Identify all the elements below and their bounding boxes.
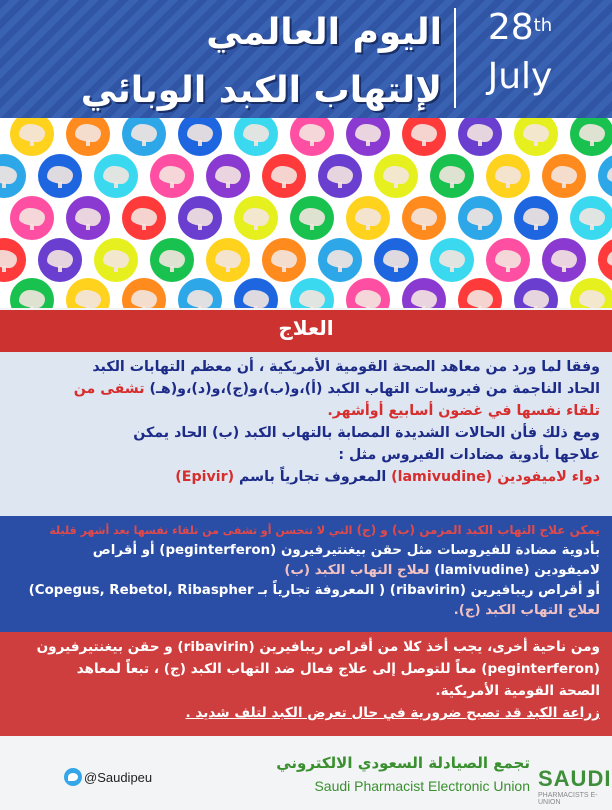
liver-icon-circle [150, 238, 194, 282]
liver-duct-shape [114, 182, 118, 188]
liver-duct-shape [534, 306, 538, 308]
liver-icon-circle [542, 238, 586, 282]
liver-duct-shape [254, 140, 258, 146]
liver-icon-circle [262, 154, 306, 198]
date-day-suffix: th [533, 15, 553, 36]
paragraph-line: وفقا لما ورد من معاهد الصحة القومية الأمريكية ، أن معظم التهابات الكبد [92, 359, 600, 375]
liver-icon-circle [150, 154, 194, 198]
treatment-chronic-section [0, 516, 612, 632]
liver-icon-circle [234, 196, 278, 240]
liver-duct-shape [422, 306, 426, 308]
text-span: المعروف تجارياً باسم [234, 469, 392, 485]
liver-icon-circle [0, 154, 26, 198]
liver-icon-circle [206, 238, 250, 282]
liver-duct-shape [534, 140, 538, 146]
footer [0, 742, 612, 810]
liver-icon-circle [122, 118, 166, 156]
liver-duct-shape [58, 182, 62, 188]
section-heading: العلاج [278, 316, 334, 340]
treatment-acute-section [0, 352, 612, 516]
liver-icon-circle [318, 154, 362, 198]
liver-icon-circle [486, 238, 530, 282]
liver-duct-shape [310, 224, 314, 230]
liver-duct-shape [310, 306, 314, 308]
liver-icon-circle [514, 118, 558, 156]
liver-duct-shape [30, 306, 34, 308]
highlight-line: تلقاء نفسها في غضون أسابيع أوأشهر. [327, 403, 600, 419]
liver-duct-shape [422, 140, 426, 146]
liver-icon [607, 250, 612, 268]
liver-duct-shape [590, 306, 594, 308]
liver-icon-circle [122, 196, 166, 240]
paragraph-line: الصحة القومية الأمريكية. [435, 683, 600, 699]
warning-line [0, 520, 612, 541]
liver-duct-shape [338, 266, 342, 272]
liver-icon-circle [66, 278, 110, 308]
liver-icon-circle [402, 278, 446, 308]
liver-icon-circle [542, 154, 586, 198]
liver-duct-shape [226, 182, 230, 188]
liver-icon-circle [290, 118, 334, 156]
liver-icon-circle [514, 196, 558, 240]
liver-duct-shape [366, 306, 370, 308]
liver-duct-shape [170, 182, 174, 188]
liver-duct-shape [478, 140, 482, 146]
section-heading-bar [0, 310, 612, 352]
drug-name: دواء لاميفودين (lamivudine) [391, 469, 600, 485]
paragraph-line: أو أقراص ريبافيرين (ribavirin) ( المعروفة تجارياً بـ Copegus, Rebetol, Ribaspher) [28, 583, 600, 598]
treatment-combined-section [0, 632, 612, 736]
header-banner [0, 0, 612, 130]
date-day [455, 8, 585, 48]
logo-subtext: PHARMACISTS E-UNION [538, 792, 598, 806]
highlight-line: لعلاج التهاب الكبد (ج). [453, 603, 600, 618]
date-day-number: 28 [487, 7, 534, 48]
liver-icon-circle [598, 238, 612, 282]
liver-icon-circle [290, 196, 334, 240]
paragraph-line: زراعة الكبد قد تصبح ضرورية في حال تعرض الكبد لتلف شديد . [185, 705, 600, 721]
liver-icon-circle [318, 238, 362, 282]
liver-duct-shape [2, 266, 6, 272]
liver-duct-shape [86, 224, 90, 230]
liver-icon-circle [346, 196, 390, 240]
liver-icon-circle [178, 278, 222, 308]
page-title-line2: لإلتهاب الكبد الوبائي [80, 70, 442, 111]
liver-icon-circle [458, 278, 502, 308]
liver-duct-shape [562, 182, 566, 188]
paragraph-line [0, 378, 612, 400]
date-block [455, 8, 585, 100]
liver-icon-circle [38, 238, 82, 282]
liver-icon-circle [94, 154, 138, 198]
liver-circles-pattern [0, 118, 612, 308]
org-logo [536, 748, 612, 806]
liver-icon-circle [402, 196, 446, 240]
liver-icon-circle [178, 196, 222, 240]
liver-duct-shape [506, 182, 510, 188]
liver-duct-shape [114, 266, 118, 272]
drug-trade-name: (Epivir) [175, 469, 235, 485]
paragraph-line: (peginterferon) معاً للتوصل إلى علاج فعال ضد التهاب الكبد (ج) ، تبعاً لمعاهد [76, 661, 600, 677]
liver-icon-circle [374, 238, 418, 282]
liver-duct-shape [254, 224, 258, 230]
liver-duct-shape [534, 224, 538, 230]
liver-duct-shape [282, 182, 286, 188]
liver-icon-circle [290, 278, 334, 308]
liver-icon-circle [402, 118, 446, 156]
org-name-english: Saudi Pharmacist Electronic Union [314, 778, 530, 794]
liver-icon-circle [486, 154, 530, 198]
liver-icon-circle [38, 154, 82, 198]
liver-icon-circle [0, 238, 26, 282]
liver-duct-shape [254, 306, 258, 308]
liver-icon-circle [234, 118, 278, 156]
liver-icon-circle [570, 118, 612, 156]
liver-duct-shape [282, 266, 286, 272]
warning-text: يمكن علاج التهاب الكبد المزمن (ب) و (ج) [352, 523, 600, 537]
liver-icon-circle [10, 278, 54, 308]
highlight-text: لعلاج التهاب الكبد (ب) [284, 563, 430, 578]
liver-duct-shape [478, 306, 482, 308]
liver-icon-circle [514, 278, 558, 308]
liver-duct-shape [142, 224, 146, 230]
twitter-bird-icon[interactable] [64, 768, 82, 786]
paragraph-line: بأدوية مضادة للفيروسات مثل حقن بيغنتيرفيرون (peginterferon) أو أقراص [92, 543, 600, 558]
highlight-text: تشفى من [73, 381, 145, 397]
liver-duct-shape [562, 266, 566, 272]
liver-duct-shape [142, 140, 146, 146]
liver-icon [607, 166, 612, 184]
liver-duct-shape [226, 266, 230, 272]
liver-duct-shape [58, 266, 62, 272]
liver-icon-circle [262, 238, 306, 282]
liver-duct-shape [590, 224, 594, 230]
page-title-line1: اليوم العالمي [206, 12, 442, 53]
liver-duct-shape [394, 182, 398, 188]
paragraph-line [0, 561, 612, 581]
liver-icon-circle [10, 196, 54, 240]
liver-icon-circle [66, 118, 110, 156]
liver-duct-shape [170, 266, 174, 272]
liver-duct-shape [198, 224, 202, 230]
liver-duct-shape [394, 266, 398, 272]
paragraph-line: علاجها بأدوية مضادات الفيروس مثل : [338, 447, 600, 463]
liver-icon-circle [94, 238, 138, 282]
liver-icon-circle [570, 196, 612, 240]
liver-duct-shape [86, 306, 90, 308]
liver-icon-circle [458, 196, 502, 240]
liver-icon-circle [430, 154, 474, 198]
liver-duct-shape [198, 306, 202, 308]
liver-duct-shape [30, 140, 34, 146]
liver-icon-circle [234, 278, 278, 308]
liver-duct-shape [142, 306, 146, 308]
liver-duct-shape [506, 266, 510, 272]
liver-icon-circle [430, 238, 474, 282]
liver-icon-circle [374, 154, 418, 198]
org-name-arabic: تجمع الصيادلة السعودي الالكتروني [276, 754, 530, 772]
liver-duct-shape [2, 182, 6, 188]
liver-duct-shape [86, 140, 90, 146]
liver-icon-circle [598, 154, 612, 198]
liver-icon-circle [122, 278, 166, 308]
liver-duct-shape [450, 182, 454, 188]
liver-duct-shape [478, 224, 482, 230]
liver-duct-shape [422, 224, 426, 230]
liver-duct-shape [30, 224, 34, 230]
liver-duct-shape [450, 266, 454, 272]
liver-duct-shape [338, 182, 342, 188]
liver-duct-shape [366, 140, 370, 146]
liver-icon-circle [66, 196, 110, 240]
twitter-handle-link[interactable]: @Saudipeu [84, 770, 153, 785]
liver-duct-shape [366, 224, 370, 230]
liver-duct-shape [310, 140, 314, 146]
liver-duct-shape [590, 140, 594, 146]
liver-icon-circle [206, 154, 250, 198]
warning-note: التي لا تتحسن أو تشفى من تلقاء نفسها بعد أشهر قليلة [49, 524, 353, 537]
liver-icon-circle [10, 118, 54, 156]
logo-text: SAUDI [538, 766, 612, 791]
liver-icon-circle [346, 278, 390, 308]
text-span: الحاد الناجمة من فيروسات التهاب الكبد (أ)،و(ب)،و(ج)،و(د)،و(هـ) [144, 381, 600, 397]
liver-icon-circle [178, 118, 222, 156]
paragraph-line: ومع ذلك فأن الحالات الشديدة المصابة بالتهاب الكبد (ب) الحاد يمكن [133, 425, 600, 441]
liver-icon-circle [346, 118, 390, 156]
text-span: لاميفودين (lamivudine) [429, 563, 600, 578]
date-month: July [487, 56, 553, 97]
liver-icon-circle [458, 118, 502, 156]
liver-icon-circle [570, 278, 612, 308]
paragraph-line: ومن ناحية أخرى، يجب أخذ كلا من أقراص ريبافيرين (ribavirin) و حقن بيغنتيرفيرون [36, 639, 600, 655]
drug-line [0, 466, 612, 488]
liver-duct-shape [198, 140, 202, 146]
